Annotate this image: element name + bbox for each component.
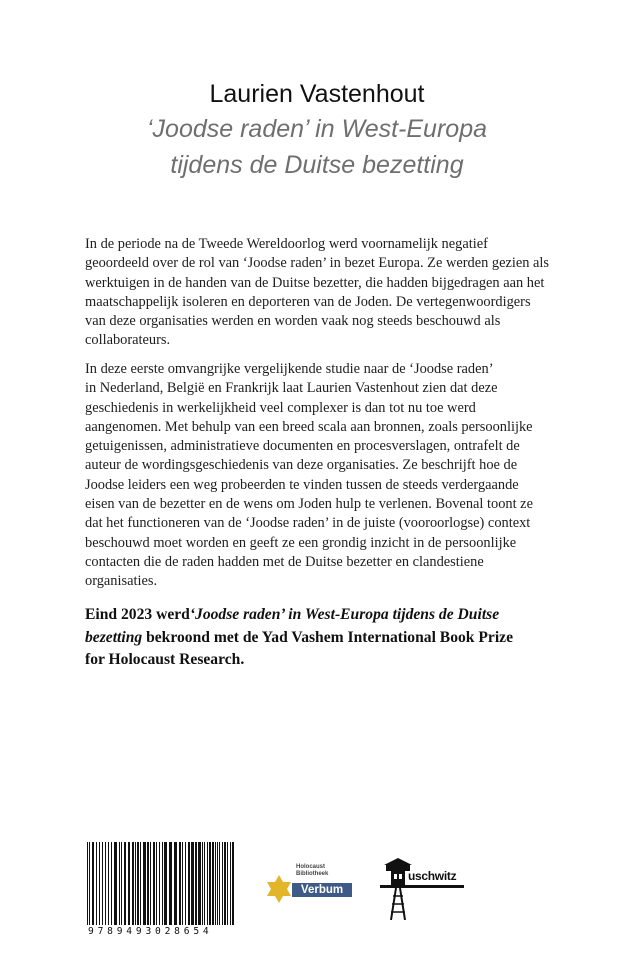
blurb-line: geschiedenis in werkelijkheid veel complexer is dan tot nu toe werd (85, 399, 476, 416)
award-line-3: for Holocaust Research. (85, 651, 245, 668)
barcode-bars (86, 842, 236, 925)
award-paragraph (85, 604, 547, 672)
auschwitz-logo (378, 856, 464, 920)
blurb-line: Joodse leiders een weg probeerden te vinden tussen de steeds verdergaande (85, 476, 519, 493)
blurb-line: eisen van de bezetter en de wens om Joden hulp te verlenen. Bovenal toont ze (85, 496, 533, 513)
holocaust-bibliotheek-verbum-logo (262, 860, 362, 918)
award-book-title-2: bezetting (85, 628, 143, 646)
blurb-line: in Nederland, België en Frankrijk laat Laurien Vastenhout zien dat deze (85, 380, 498, 397)
blurb-line: contacten die de raden hadden met de Duitse bezetter en clandestiene (85, 553, 484, 570)
verbum-wordmark: Verbum (292, 883, 352, 897)
award-suffix: bekroond met de Yad Vashem International Book Prize (142, 628, 513, 646)
blurb-line: getuigenissen, administratieve documenten en procesverslagen, ontrafelt de (85, 438, 520, 455)
auschwitz-wordmark: uschwitz (408, 869, 457, 883)
star-of-david-icon (262, 872, 296, 906)
blurb-line: organisaties. (85, 573, 158, 590)
blurb-line: beschouwd moet worden en geeft ze een grondig inzicht in de persoonlijke (85, 534, 517, 551)
author-name: Laurien Vastenhout (209, 80, 425, 108)
book-title-line-2: tijdens de Duitse bezetting (170, 151, 464, 179)
blurb-line: In deze eerste omvangrijke vergelijkende studie naar de ‘Joodse raden’ (85, 361, 494, 377)
award-prefix: Eind 2023 werd (85, 606, 190, 623)
logo-small-line-2: Bibliotheek (296, 871, 329, 877)
logo-small-line-1: Holocaust (296, 864, 326, 870)
blurb-paragraph-2 (85, 360, 547, 592)
isbn-digits: 9789493028654 (88, 926, 213, 937)
blurb-line: auteur de wordingsgeschiedenis van deze organisaties. Ze beschrijft hoe de (85, 457, 518, 474)
watchtower-rails-icon (378, 856, 464, 920)
blurb-line: In de periode na de Tweede Wereldoorlog werd voornamelijk negatief (85, 236, 488, 252)
award-book-title-1: ‘Joodse raden’ in West-Europa tijdens de Duitse (189, 606, 500, 623)
blurb-paragraph-1 (85, 235, 550, 351)
book-title-line-1: ‘Joodse raden’ in West-Europa (146, 115, 487, 143)
blurb-line: dat het functioneren van de ‘Joodse raden’ in de juiste (vooroorlogse) context (85, 515, 531, 532)
blurb-line: van deze organisaties werden en worden vaak nog steeds beschouwd als (85, 313, 501, 330)
blurb-line: aangenomen. Met behulp van een breed scala aan bronnen, zoals persoonlijke (85, 418, 533, 435)
blurb-line: werktuigen in de handen van de Duitse bezetter, die hadden bijgedragen aan het (85, 274, 545, 291)
isbn-barcode (86, 842, 236, 942)
blurb-line: collaborateurs. (85, 332, 171, 349)
blurb-line: geoordeeld over de rol van ‘Joodse raden’ in bezet Europa. Ze werden gezien als (85, 255, 550, 272)
blurb-line: maatschappelijk isoleren en deporteren van de Joden. De vertegenwoordigers (85, 293, 531, 310)
